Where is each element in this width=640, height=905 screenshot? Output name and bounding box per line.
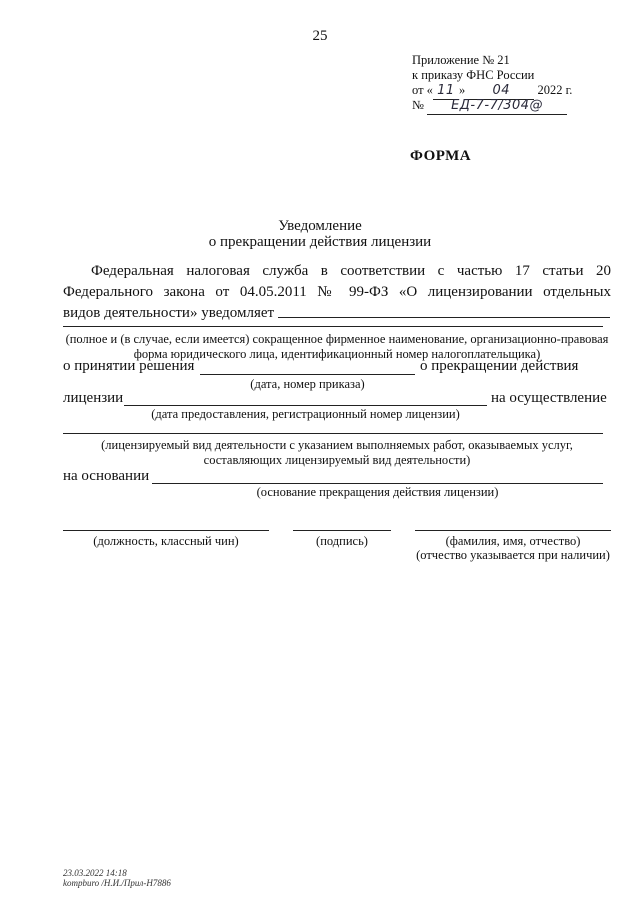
license-prefix: лицензии (63, 390, 124, 406)
caption-activity-line-2: составляющих лицензируемый вид деятельности) (203, 453, 471, 467)
date-prefix: от « (412, 83, 433, 97)
form-label: ФОРМА (410, 148, 472, 164)
page-number: 25 (312, 28, 328, 44)
caption-org-line-2: форма юридического лица, идентификационный номер налогоплательщика) (133, 347, 541, 361)
paragraph-line-1: Федеральная налоговая служба в соответствии с частью 17 статьи 20 (91, 263, 611, 279)
caption-position: (должность, классный чин) (93, 534, 239, 548)
date-day: 11 (433, 83, 459, 100)
paragraph-line-3: видов деятельности» уведомляет (63, 305, 275, 321)
position-field-line[interactable] (63, 530, 269, 531)
date-month: 04 (468, 83, 534, 100)
date-mid: » (458, 83, 466, 97)
fio-field-line[interactable] (415, 530, 611, 531)
notice-paragraph (63, 261, 611, 324)
caption-basis: (основание прекращения действия лицензии) (256, 485, 499, 499)
caption-org-line-1: (полное и (в случае, если имеется) сокращенное фирменное наименование, организационно-правовая (65, 332, 609, 346)
number-prefix: № (412, 98, 424, 112)
date-year: 2022 г. (537, 83, 573, 97)
license-suffix: на осуществление (491, 390, 607, 406)
paragraph-line-2: Федерального закона от 04.05.2011 № 99-ФЗ «О лицензировании отдельных (63, 284, 611, 300)
notice-subtitle: о прекращении действия лицензии (208, 234, 432, 250)
recipient-field-line-2[interactable] (63, 326, 603, 327)
appendix-title: Приложение № 21 (412, 53, 510, 67)
appendix-number (412, 97, 567, 115)
license-field-line[interactable] (124, 405, 487, 406)
signature-field-line[interactable] (293, 530, 391, 531)
basis-field-line[interactable] (152, 483, 603, 484)
caption-license: (дата предоставления, регистрационный номер лицензии) (151, 407, 460, 421)
footer-timestamp: 23.03.2022 14:18 (63, 868, 127, 878)
decision-suffix: о прекращении действия (420, 358, 579, 374)
caption-order: (дата, номер приказа) (250, 377, 365, 391)
caption-fio-note: (отчество указывается при наличии) (416, 548, 610, 562)
caption-fio: (фамилия, имя, отчество) (445, 534, 581, 548)
number-value: ЕД-7-7/304@ (427, 98, 567, 115)
caption-signature: (подпись) (316, 534, 368, 548)
order-field-line[interactable] (200, 374, 415, 375)
decision-prefix: о принятии решения (63, 358, 195, 374)
notice-title: Уведомление (278, 218, 362, 234)
basis-prefix: на основании (63, 468, 150, 484)
activity-field-line[interactable] (63, 433, 603, 434)
recipient-field-line[interactable] (278, 317, 610, 318)
footer-file-ref: kompburo /Н.И./Прил-Н7886 (63, 878, 171, 888)
caption-activity-line-1: (лицензируемый вид деятельности с указанием выполняемых работ, оказываемых услуг, (101, 438, 573, 452)
appendix-order-ref: к приказу ФНС России (412, 68, 535, 82)
